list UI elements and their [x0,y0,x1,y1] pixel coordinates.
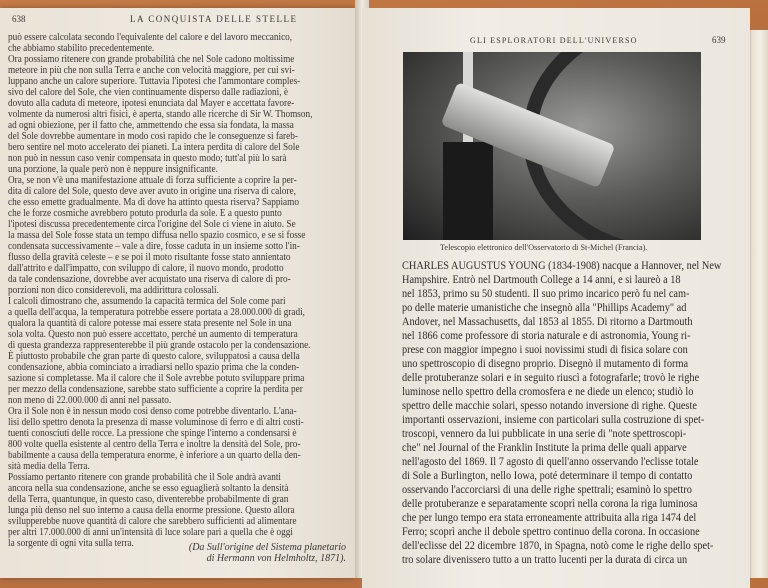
text-line: qualora la quantità di calore potesse mai essere stata presente nel Sole in una [8,318,292,329]
text-line: nel 1866 come professore di storia naturale e di astronomia, Young ri- [402,328,691,342]
left-page [0,8,356,578]
text-line: che per lungo tempo era stata erroneamente attribuita alla riga 1474 del [402,510,697,524]
text-line: sola volta. Questo non può essere accettato, perché un aumento di temperatura [8,329,298,340]
text-line: Ora possiamo ritenere con grande probabilità che nel Sole cadono moltissime [8,54,295,65]
text-line: condensata successivamente – vale a dire, fosse caduta in un insieme sotto l'in- [8,241,300,252]
text-line: I calcoli dimostrano che, assumendo la capacità termica del Sole come pari [8,296,286,307]
text-line: da tale condensazione, dovrebbe aver acquistato una riserva di calore di pro- [8,274,291,285]
text-line: può essere calcolata secondo l'equivalente del calore e del lavoro meccanico, [8,32,293,43]
text-line: po delle materie umanistiche che insegnò alla "Phillips Academy" ad [402,300,687,314]
right-page-body [402,258,748,566]
text-line: 800 volte quella esistente al centro della Terra e inoltre la densità del Sole, pro- [8,439,301,450]
text-line: di questa grandezza rappresenterebbe il più grande ostacolo per la condensazione. [8,340,311,351]
left-running-head: LA CONQUISTA DELLE STELLE [130,14,298,24]
text-line: l'ipotesi discussa precedentemente circa l'origine del Sole ci viene in aiuto. Se [8,219,296,230]
text-line: CHARLES AUGUSTUS YOUNG (1834-1908) nacque a Hannover, nel New [402,258,722,272]
text-line: lisi dello spettro denota la presenza di masse voluminose di ferro e di altri costi- [8,417,304,428]
text-line: nel 1853, primo su 50 studenti. Il suo primo incarico però fu nel cam- [402,286,690,300]
text-line: a quella dell'acqua, la temperatura potrebbe essere portata a 28.000.000 di gradi, [8,307,305,318]
text-line: nell'agosto del 1869. Il 7 agosto di quell'anno osservando l'eclisse totale [402,454,699,468]
text-line: della Terra, quantunque, in questo caso, diventerebbe probabilmente di gran [8,494,289,505]
citation [150,542,346,564]
text-line: Hampshire. Entrò nel Dartmouth College a 14 anni, e si laureò a 18 [402,272,681,286]
text-line: dita di calore del Sole, questo deve aver avuto in origine una riserva di calore, [8,186,296,197]
text-line: dall'attrito e dall'impatto, con sviluppo di calore, il nuovo mondo, prodotto [8,263,284,274]
text-line: flusso della gravità celeste – e se poi il moto risultante fosse stato annientato [8,252,291,263]
text-line: delle protuberanze e separatamente scoprì nella corona la riga luminosa [402,496,698,510]
text-line: delle protuberanze solari e in seguito riuscì a fotografarle; trovò le righe [402,370,700,384]
text-line: meteore in più che non sulla Terra e anche con velocità maggiore, per cui svi- [8,65,295,76]
text-line: Ora, se non v'è una manifestazione attuale di forza sufficiente a coprire la per- [8,175,297,186]
text-line: ancora nella sua condensazione, anche se esso eguaglierà soltanto la densità [8,483,289,494]
text-line: che abbiamo stabilito precedentemente. [8,43,155,54]
text-line: Ferro; scoprì anche il debole spettro continuo della corona. In occasione [402,524,700,538]
photo-caption: Telescopio elettronico dell'Osservatorio di St-Michel (Francia). [440,243,648,252]
text-line: tro solare divenissero tutto a un tratto lucenti per la durata di circa un [402,552,688,566]
right-page-number: 639 [712,35,726,45]
text-line: luminose nello spettro della cromosfera e ne diede un elenco; studiò lo [402,384,694,398]
text-line: troscopi, vennero da lui pubblicate in una serie di "note spettroscopi- [402,426,687,440]
text-line: sivo del calore del Sole, che vien continuamente disperso dalle radiazioni, è [8,87,288,98]
text-line: Andover, nel Massachusetts, dal 1853 al 1855. Di ritorno a Dartmouth [402,314,693,328]
citation-line: di Hermann von Helmholtz, 1871). [206,553,346,564]
text-line: spettro delle macchie solari, spesso notando inversione di righe. Queste [402,398,697,412]
text-line: che le forze cosmiche avrebbero potuto produrla da sole. E a questo punto [8,208,282,219]
page-edges [750,30,768,578]
text-line: tuenti conosciuti delle rocce. La pressione che spinge l'interno a condensarsi è [8,428,297,439]
text-line: che" nel Journal of the Franklin Institute la prima delle quali apparve [402,440,687,454]
text-line: condensazione, abbia cominciato a irradiarsi nello spazio prima che la conden- [8,362,300,373]
left-page-body [8,32,348,549]
text-line: importanti osservazioni, insieme con particolari sulla costruzione di spet- [402,412,705,426]
text-line: È piuttosto probabile che gran parte di questo calore, sviluppatosi a causa della [8,351,300,362]
right-running-head: GLI ESPLORATORI DELL'UNIVERSO [470,36,638,45]
text-line: per altri 17.000.000 di anni un'intensità di luce solare pari a quella che è oggi [8,527,293,538]
text-line: volmente da numerosi altri fisici, è aperta, stando alle ricerche di Sir W. Thomson, [8,109,313,120]
text-line: sazione si completasse. Ma il calore che il Sole avrebbe potuto sviluppare prima [8,373,305,384]
text-line: non meno di 22.000.000 di anni nel passato. [8,395,172,406]
text-line: del Sole dovrebbe aumentare in modo così rapido che le conseguenze si fareb- [8,131,298,142]
text-line: Ora il Sole non è in nessun modo così denso come potrebbe diventarlo. L'ana- [8,406,297,417]
text-line: la sorgente di ogni vita sulla terra. [8,538,134,549]
text-line: porzioni non dico considerevoli, ma addirittura colossali. [8,285,219,296]
telescope-photo [403,52,701,240]
telescope-pier [443,142,493,240]
text-line: bero sentire nel moto accelerato dei pianeti. La intera perdita di calore del Sole [8,142,300,153]
text-line: dovuto alla caduta di meteore, ipotesi enunciata dal Mayer e accettata favore- [8,98,295,109]
text-line: per mezzo della condensazione, sarebbe stato sufficiente a coprire la perdita per [8,384,303,395]
text-line: non può in nessun caso venir compensata in questo modo; tutt'al più lo sarà [8,153,287,164]
text-line: la massa del Sole fosse stata un tempo diffusa nello spazio cosmico, e se si fosse [8,230,306,241]
text-line: che esso emette gradualmente. Ma di dove ha attinto questa riserva? Sappiamo [8,197,299,208]
text-line: uno spettroscopio di disegno proprio. Disegnò il mutamento di forma [402,356,689,370]
text-line: Possiamo pertanto ritenere con grande probabilità che il Sole andrà avanti [8,472,282,483]
text-line: svilupperebbe nuove quantità di calore che sarebbero sufficienti ad alimentare [8,516,297,527]
text-line: sità media della Terra. [8,461,90,472]
text-line: osservando l'accorciarsi di una delle righe spettrali; esaminò lo spettro [402,482,692,496]
text-line: una porzione, la quale però non è neppure insignificante. [8,164,218,175]
text-line: lunga più denso nel suo interno a causa della enorme pressione. Questo allora [8,505,295,516]
citation-line: (Da Sull'origine del Sistema planetario [188,542,346,553]
left-page-number: 638 [12,14,26,24]
text-line: dell'eclisse del 22 dicembre 1870, in Spagna, notò come le righe dello spet- [402,538,714,552]
text-line: di Sole a Burlington, nello Iowa, poté determinare il tempo di contatto [402,468,693,482]
text-line: babilmente a causa della temperatura enorme, è inferiore a un quarto della den- [8,450,301,461]
text-line: prese con maggior impegno i suoi novissimi studi di fisica solare con [402,342,688,356]
text-line: luppano anche un calore superiore. Tuttavia l'ipotesi che l'ammontare comples- [8,76,301,87]
text-line: ad ogni obiezione, per il fatto che, ammettendo che essa sia fondata, la massa [8,120,294,131]
